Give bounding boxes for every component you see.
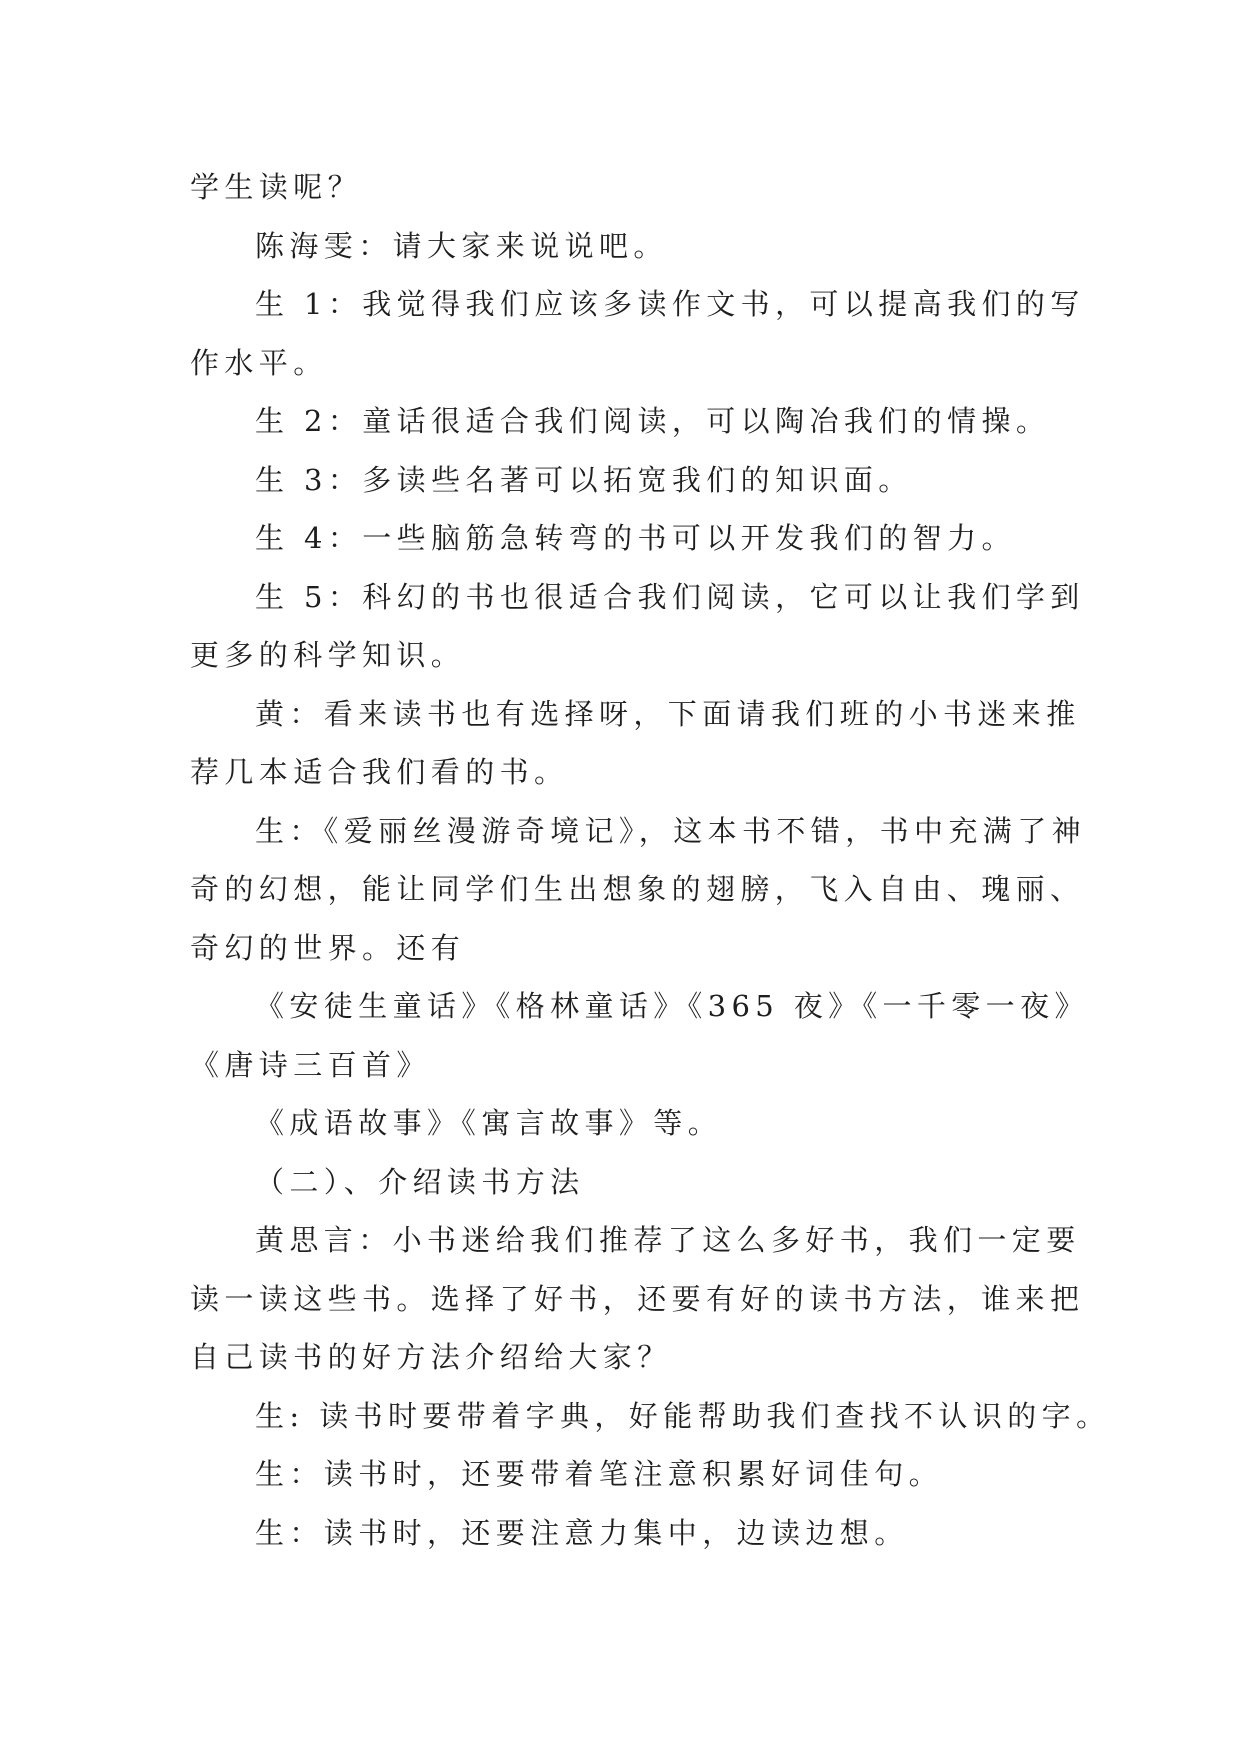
text-line: 生：读书时，还要注意力集中，边读边想。 [255,1515,909,1550]
text-line: 奇的幻想，能让同学们生出想象的翅膀，飞入自由、瑰丽、 [190,872,1085,906]
text-line: 《唐诗三百首》 [190,1047,431,1082]
text-line: 更多的科学知识。 [190,638,466,672]
text-line: 黄：看来读书也有选择呀，下面请我们班的小书迷来推 [255,696,1081,731]
text-line: 读一读这些书。选择了好书，还要有好的读书方法，谁来把 [190,1281,1085,1316]
text-line: 荐几本适合我们看的书。 [190,755,569,789]
text-line: 生 4：一些脑筋急转弯的书可以开发我们的智力。 [255,521,1016,555]
text-line: 生 5：科幻的书也很适合我们阅读，它可以让我们学到 [255,579,1085,614]
text-line: 生: 读书时要带着字典，好能帮助我们查找不认识的字。 [255,1398,1111,1433]
text-line: 《安徒生童话》《格林童话》《365 夜》《一千零一夜》 [255,989,1089,1023]
text-line: 生 2：童话很适合我们阅读，可以陶冶我们的情操。 [255,404,1051,438]
text-line: 生 3：多读些名著可以拓宽我们的知识面。 [255,462,913,497]
text-line: 作水平。 [190,345,328,380]
text-line: 生：《爱丽丝漫游奇境记》，这本书不错，书中充满了神 [255,813,1087,848]
section-heading: （二）、介绍读书方法 [255,1164,585,1199]
text-line: 生 1：我觉得我们应该多读作文书，可以提高我们的写 [255,287,1085,321]
document-body [190,158,1111,1562]
text-line: 学生读呢？ [190,170,363,204]
text-line: 陈海雯：请大家来说说吧。 [255,228,668,263]
text-line: 自己读书的好方法介绍给大家？ [190,1340,672,1374]
text-line: 《成语故事》《寓言故事》等。 [255,1106,723,1140]
text-line: 黄思言：小书迷给我们推荐了这么多好书，我们一定要 [255,1223,1081,1257]
text-line: 生：读书时，还要带着笔注意积累好词佳句。 [255,1457,944,1491]
text-line: 奇幻的世界。还有 [190,930,466,965]
